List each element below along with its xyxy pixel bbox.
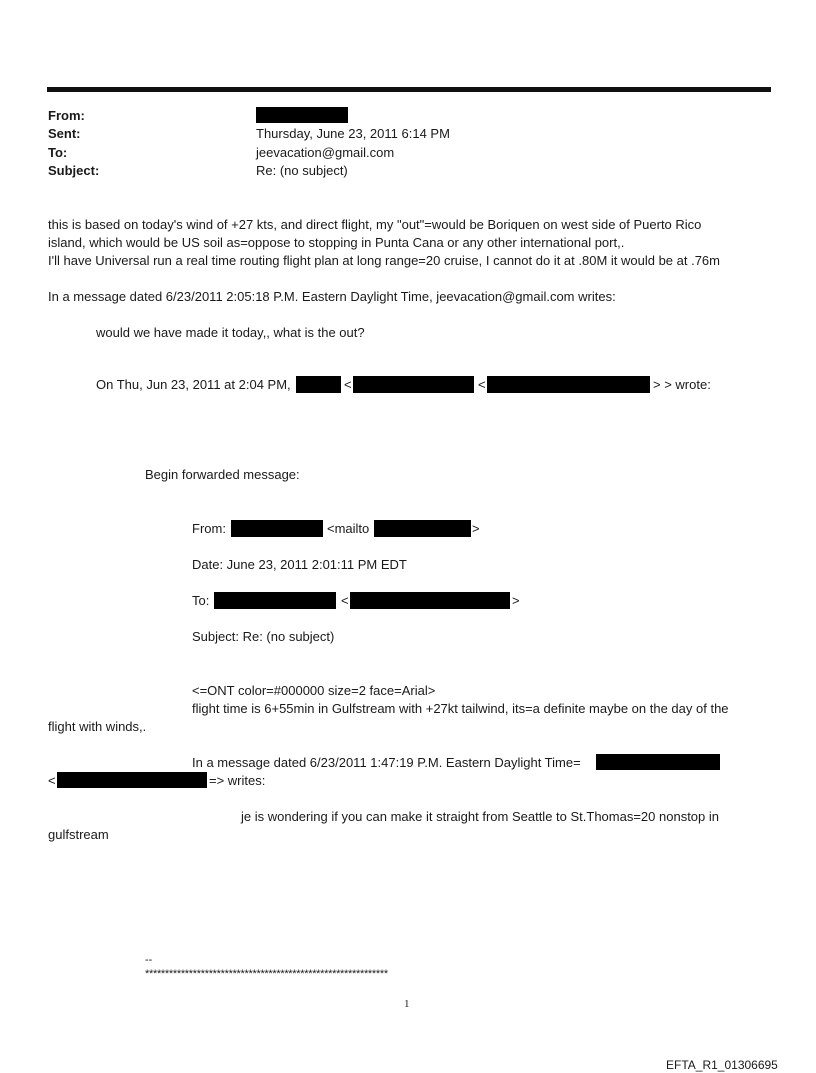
fwd-date: Date: June 23, 2011 2:01:11 PM EDT xyxy=(192,557,407,572)
page-number: 1 xyxy=(404,998,410,1010)
fwd-to-label: To: xyxy=(192,593,210,608)
body-line-1: this is based on today's wind of +27 kts, and direct flight, my "out"=would be Boriquen on west side of Puerto Rico xyxy=(48,217,702,232)
on-thu-prefix: On Thu, Jun 23, 2011 at 2:04 PM, xyxy=(96,377,291,392)
sent-value: Thursday, June 23, 2011 6:14 PM xyxy=(256,126,450,141)
fwd-to-lt: < xyxy=(341,593,349,608)
redacted-from xyxy=(256,107,348,123)
msg2-writes: => writes: xyxy=(209,773,266,788)
quoted-question: would we have made it today,, what is the out? xyxy=(96,325,365,340)
je-line-2: gulfstream xyxy=(48,827,109,842)
to-label: To: xyxy=(48,145,68,160)
flight-line-2: flight with winds,. xyxy=(48,719,147,734)
on-thu-suffix: > > wrote: xyxy=(653,377,711,392)
to-value: jeevacation@gmail.com xyxy=(256,145,395,160)
begin-forwarded: Begin forwarded message: xyxy=(145,467,300,482)
msg2-lt: < xyxy=(48,773,56,788)
font-tag-text: <=ONT color=#000000 size=2 face=Arial> xyxy=(192,683,436,698)
fwd-gt: > xyxy=(472,521,480,536)
signature-stars: ************************************************************* xyxy=(145,968,388,980)
redacted-fwd-to-email xyxy=(350,592,510,609)
redacted-msg2-name xyxy=(596,754,720,770)
subject-value: Re: (no subject) xyxy=(256,163,348,178)
body-line-3: I'll have Universal run a real time routing flight plan at long range=20 cruise, I cannot do it at .80M it would be at .76m xyxy=(48,253,720,268)
lt-1: < xyxy=(344,377,352,392)
quote-intro: In a message dated 6/23/2011 2:05:18 P.M. Eastern Daylight Time, jeevacation@gmail.com writes: xyxy=(48,289,616,304)
signature-dash: -- xyxy=(145,954,153,966)
fwd-from-label: From: xyxy=(192,521,226,536)
redacted-fwd-to xyxy=(214,592,336,609)
body-line-2: island, which would be US soil as=oppose to stopping in Punta Cana or any other international port,. xyxy=(48,235,625,250)
header-rule xyxy=(47,87,771,92)
lt-2: < xyxy=(478,377,486,392)
redacted-sender-email-2 xyxy=(487,376,650,393)
document-id: EFTA_R1_01306695 xyxy=(666,1058,778,1072)
subject-label: Subject: xyxy=(48,163,100,178)
redacted-sender-name xyxy=(296,376,341,393)
je-line-1: je is wondering if you can make it straight from Seattle to St.Thomas=20 nonstop in xyxy=(241,809,719,824)
redacted-fwd-mailto xyxy=(374,520,471,537)
redacted-msg2-email xyxy=(57,772,207,788)
flight-line-1: flight time is 6+55min in Gulfstream with +27kt tailwind, its=a definite maybe on the day of the xyxy=(192,701,729,716)
fwd-subject: Subject: Re: (no subject) xyxy=(192,629,335,644)
from-label: From: xyxy=(48,108,85,123)
redacted-sender-email xyxy=(353,376,474,393)
sent-label: Sent: xyxy=(48,126,81,141)
msg2-line-1: In a message dated 6/23/2011 1:47:19 P.M. Eastern Daylight Time= xyxy=(192,755,581,770)
fwd-mailto: <mailto xyxy=(327,521,370,536)
redacted-fwd-from xyxy=(231,520,323,537)
fwd-to-gt: > xyxy=(512,593,520,608)
